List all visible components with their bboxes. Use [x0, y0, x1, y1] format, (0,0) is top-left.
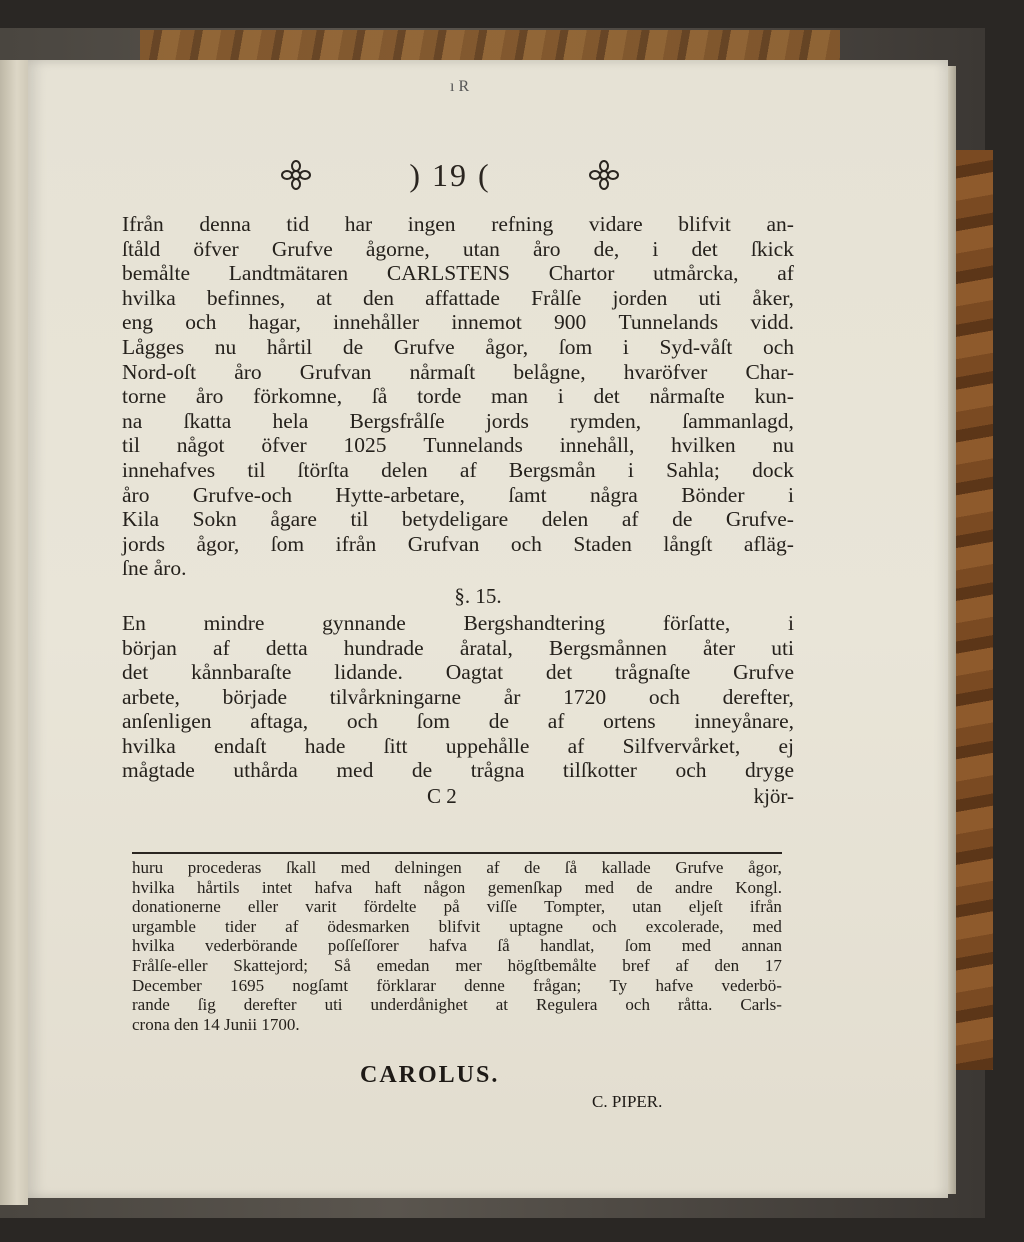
word: til [247, 457, 266, 482]
word: dryge [745, 758, 794, 783]
word: Carls- [740, 995, 782, 1015]
word: innehåller [333, 310, 420, 335]
text-line [122, 237, 794, 262]
word: de [672, 507, 693, 532]
word: denna [199, 212, 251, 236]
word: det [593, 384, 620, 409]
word: varit [305, 897, 337, 917]
word: ſkick [750, 236, 794, 261]
word: ej [778, 733, 794, 758]
word: nogſamt [292, 975, 349, 995]
word: lidande. [334, 660, 403, 685]
footnote-line [132, 878, 782, 898]
word: ödesmarken [327, 916, 410, 936]
word: och [675, 758, 707, 783]
word: hvilken [671, 433, 736, 458]
word: utan [632, 897, 662, 917]
footnote-rule [132, 852, 782, 854]
word: Grufve [393, 334, 455, 359]
catchword: kjör- [753, 784, 794, 809]
word: ingen [407, 212, 456, 236]
word: anſenligen [122, 709, 212, 734]
signature-carolus: CAROLUS. [360, 1062, 500, 1088]
word: Lågges [122, 334, 185, 359]
word: Regulera [536, 995, 598, 1015]
section-heading: §. 15. [454, 583, 502, 608]
word: torne [122, 384, 167, 409]
word: nu [772, 433, 794, 458]
word: na [122, 408, 143, 433]
footnote-line [132, 956, 782, 976]
word: eng [122, 310, 154, 335]
word: ſom [624, 936, 652, 956]
word: råtta. [677, 995, 713, 1015]
word: förſatte, [662, 610, 731, 635]
word: vidd. [750, 310, 794, 335]
word: donationerne [132, 897, 221, 917]
word: ågor, [196, 531, 240, 556]
word: Nord-oſt [122, 359, 197, 384]
word: de, [593, 236, 620, 261]
page-header [280, 153, 620, 197]
word: jords [485, 408, 529, 433]
word: mågtade [122, 758, 195, 783]
word: Kila [122, 507, 160, 532]
word: 1720 [563, 684, 607, 709]
word: Silfvervårket, [622, 733, 741, 758]
word: trågna [470, 758, 525, 783]
word: uti [324, 995, 343, 1015]
footnote-line [132, 936, 782, 956]
word: urgamble [132, 916, 196, 936]
word: innehåll, [559, 433, 635, 458]
footnote-line [132, 995, 782, 1015]
word: några [590, 482, 638, 507]
word: hårtils [196, 877, 240, 897]
word: ifrån [335, 531, 377, 556]
footnote-text [132, 858, 782, 1034]
word: gemenſkap [487, 877, 563, 897]
word: af [621, 507, 639, 532]
word: Skattejord; [233, 955, 308, 975]
text-line [122, 458, 794, 483]
signature-mark: C 2 [427, 784, 457, 809]
word: de [342, 334, 364, 359]
word: huru [132, 858, 164, 877]
word: ſom [558, 334, 593, 359]
word: arbete, [122, 684, 180, 709]
footnote-line [132, 976, 782, 996]
word: intet [261, 877, 293, 897]
word: åratal, [459, 635, 513, 660]
word: tider [224, 916, 257, 936]
word: hade [304, 733, 346, 758]
word: Grufvan [407, 531, 480, 556]
word: viſſe [486, 897, 518, 917]
word: annan [741, 936, 782, 956]
word: 900 [554, 310, 587, 335]
word: något [176, 433, 225, 458]
word: Bönder [681, 482, 745, 507]
word: til [122, 433, 140, 458]
word: ſå [497, 936, 510, 956]
word: excolerade, [645, 916, 724, 936]
word: Landtmätaren [228, 261, 349, 286]
word: Kongl. [735, 877, 782, 897]
text-line [122, 335, 794, 360]
word: trågnaſte [615, 660, 691, 685]
word: förklarar [376, 975, 436, 995]
word: ſtåld [122, 236, 161, 261]
signature-piper: C. PIPER. [592, 1092, 663, 1111]
word: hvilka [132, 877, 175, 897]
word: Grufve [675, 858, 724, 877]
word: ſig [197, 995, 216, 1015]
word: tilvårkningarne [329, 684, 462, 709]
word: 1695 [230, 975, 265, 995]
word: nårmaſt [409, 359, 476, 384]
word: och [762, 334, 794, 359]
word: kånnbaraſte [191, 660, 292, 685]
word: gynnande [322, 610, 406, 635]
text-line [122, 433, 794, 458]
word: och [648, 684, 680, 709]
word: har [344, 212, 373, 236]
word: Chartor [548, 261, 615, 286]
word: utmårcka, [653, 261, 739, 286]
word: ſom [416, 709, 451, 734]
word: hvilka [122, 285, 176, 310]
word: med [340, 858, 371, 877]
word: uptagne [509, 916, 564, 936]
word: ſtörſta [297, 457, 349, 482]
word: kun- [754, 384, 794, 409]
word: med [584, 877, 615, 897]
word: början [122, 635, 177, 660]
word: utan [462, 236, 500, 261]
word: och [346, 709, 378, 734]
word: hårtil [266, 334, 313, 359]
word: af [285, 916, 299, 936]
word: i [787, 482, 794, 507]
text-line [122, 360, 794, 385]
word: man [491, 384, 529, 409]
word: ifrån [749, 897, 782, 917]
text-line [122, 212, 794, 237]
text-line: ſne åro. [122, 556, 187, 581]
word: hafva [429, 936, 467, 956]
word: rymden, [570, 408, 642, 433]
word: i [652, 236, 659, 261]
word: åter [702, 635, 736, 660]
word: jords [122, 531, 165, 556]
word: bref [622, 955, 650, 975]
word: ſitt [383, 733, 408, 758]
pencil-mark: ı R [450, 78, 470, 95]
word: de [636, 877, 653, 897]
word: ågorne, [365, 236, 430, 261]
word: af [777, 261, 794, 286]
word: Grufvan [299, 359, 372, 384]
word: mindre [203, 610, 265, 635]
word: Sokn [192, 507, 237, 532]
word: hvaröfver [623, 359, 708, 384]
word: vederbö- [721, 975, 782, 995]
word: eller [247, 897, 279, 917]
word: Bergsmån [508, 457, 596, 482]
word: Ty [609, 975, 628, 995]
word: 1025 [343, 433, 387, 458]
body-text [122, 212, 794, 809]
word: förkomne, [253, 384, 343, 409]
word: aftaga, [250, 709, 309, 734]
word: i [788, 610, 794, 635]
word: hafve [655, 975, 694, 995]
word: poſſeſſorer [327, 936, 399, 956]
word: Staden [573, 531, 632, 556]
word: ſamt [508, 482, 547, 507]
word: ågare [270, 507, 317, 532]
word: det [122, 660, 149, 685]
word: den [714, 955, 740, 975]
word: dock [752, 457, 794, 482]
footnote-line [132, 858, 782, 878]
word: befinnes, [206, 285, 286, 310]
word: haft [374, 877, 402, 897]
word: an- [766, 212, 794, 236]
word: Tunnelands [618, 310, 719, 335]
word: på [443, 897, 460, 917]
text-line [122, 384, 794, 409]
word: Grufve [733, 660, 794, 685]
word: December [132, 975, 202, 995]
word: delen [381, 457, 428, 482]
word: affattade [425, 285, 500, 310]
word: öfver [261, 433, 307, 458]
word: högſtbemålte [507, 955, 597, 975]
word: af [567, 733, 585, 758]
word: Bergsmånnen [549, 635, 667, 660]
word: CARLSTENS [386, 261, 510, 286]
word: åker, [752, 285, 794, 310]
word: ſom [270, 531, 305, 556]
word: mer [455, 955, 482, 975]
word: af [459, 457, 477, 482]
word: med [752, 916, 782, 936]
word: refning [491, 212, 554, 236]
text-line [122, 409, 794, 434]
word: detta [265, 635, 308, 660]
word: En [122, 610, 146, 635]
word: innemot [451, 310, 522, 335]
word: andre [674, 877, 713, 897]
word: de [411, 758, 433, 783]
word: Frålſe [531, 285, 582, 310]
word: hvilka [122, 733, 176, 758]
word: ågor, [485, 334, 529, 359]
word: hafva [314, 877, 353, 897]
word: och [592, 916, 617, 936]
word: det [545, 660, 573, 685]
word: ågor, [748, 858, 782, 877]
word: i [557, 384, 564, 409]
word: Bergshandtering [463, 610, 606, 635]
word: rande [132, 995, 170, 1015]
word: började [222, 684, 288, 709]
text-line [122, 758, 794, 783]
word: tid [286, 212, 310, 236]
word: Grufve [271, 236, 333, 261]
text-line [122, 310, 794, 335]
word: den [362, 285, 395, 310]
word: blifvit [438, 916, 481, 936]
word: Så [333, 955, 351, 975]
word: åro [122, 482, 150, 507]
word: ſkall [285, 858, 317, 877]
word: och [185, 310, 217, 335]
word: jorden [612, 285, 668, 310]
word: innehafves [122, 457, 216, 482]
word: Char- [745, 359, 794, 384]
word: det [691, 236, 718, 261]
word: handlat, [540, 936, 595, 956]
word: Ifrån [122, 212, 164, 236]
footnote-line [132, 917, 782, 937]
word: ortens [603, 709, 656, 734]
word: de [524, 858, 541, 877]
word: af [486, 858, 500, 877]
word: torde [417, 384, 462, 409]
word: 17 [764, 955, 782, 975]
word: Sahla; [666, 457, 720, 482]
word: med [336, 758, 374, 783]
word: kallade [601, 858, 651, 877]
text-line [122, 611, 794, 636]
text-line [122, 261, 794, 286]
word: år [503, 684, 521, 709]
word: nu [214, 334, 237, 359]
word: åro [533, 236, 561, 261]
word: öfver [193, 236, 239, 261]
word: at [495, 995, 509, 1015]
word: Syd-våſt [659, 334, 733, 359]
flower-ornament-icon [588, 159, 620, 191]
word: de [488, 709, 509, 734]
word: hela [272, 408, 309, 433]
word: långſt [663, 531, 713, 556]
word: inneyånare, [694, 709, 794, 734]
word: denne [464, 975, 505, 995]
word: at [316, 285, 332, 310]
text-line [122, 660, 794, 685]
word: af [213, 635, 230, 660]
text-line [122, 709, 794, 734]
word: ſå [564, 858, 578, 877]
word: af [675, 955, 689, 975]
word: uti [771, 635, 794, 660]
word: i [622, 334, 629, 359]
text-line [122, 685, 794, 710]
word: underdånighet [370, 995, 468, 1015]
word: åro [195, 384, 224, 409]
word: derefter, [722, 684, 794, 709]
word: ſkatta [183, 408, 232, 433]
word: hundrade [343, 635, 424, 660]
text-line [122, 734, 794, 759]
word: delningen [394, 858, 462, 877]
word: någon [423, 877, 466, 897]
word: och [510, 531, 542, 556]
word: delen [541, 507, 589, 532]
word: Tompter, [544, 897, 606, 917]
word: Grufve-och [192, 482, 292, 507]
word: ſammanlagd, [682, 408, 794, 433]
word: af [547, 709, 565, 734]
word: uthårda [233, 758, 298, 783]
word: endaſt [214, 733, 267, 758]
word: nårmaſte [649, 384, 725, 409]
word: blifvit [678, 212, 731, 236]
word: belågne, [513, 359, 586, 384]
flower-ornament-icon [280, 159, 312, 191]
word: Oagtat [445, 660, 504, 685]
word: Bergsfrålſe [349, 408, 445, 433]
word: derefter [243, 995, 297, 1015]
word: bemålte [122, 261, 191, 286]
word: hagar, [248, 310, 301, 335]
word: i [627, 457, 634, 482]
page-number: ) 19 ( [409, 156, 491, 193]
word: med [681, 936, 711, 956]
word: uppehålle [445, 733, 530, 758]
word: uti [698, 285, 722, 310]
word: procederas [187, 858, 262, 877]
text-line [122, 483, 794, 508]
word: vederbörande [204, 936, 298, 956]
word: och [625, 995, 650, 1015]
word: Frålſe-eller [132, 955, 208, 975]
text-line [122, 636, 794, 661]
word: Grufve- [725, 507, 794, 532]
left-page-edge [0, 60, 28, 1205]
word: hvilka [132, 936, 175, 956]
word: fördelte [363, 897, 417, 917]
word: Hytte-arbetare, [335, 482, 465, 507]
word: afläg- [743, 531, 794, 556]
right-page-edge [948, 66, 956, 1194]
word: til [350, 507, 369, 532]
word: emedan [376, 955, 430, 975]
word: frågan; [533, 975, 582, 995]
text-line [122, 532, 794, 557]
word: tilſkotter [562, 758, 637, 783]
footnote-line: crona den 14 Junii 1700. [132, 1014, 300, 1034]
word: Tunnelands [423, 433, 523, 458]
page-footer [122, 783, 794, 809]
word: ſå [371, 384, 388, 409]
footnote-line [132, 897, 782, 917]
text-line [122, 507, 794, 532]
word: betydeligare [401, 507, 509, 532]
word: åro [234, 359, 262, 384]
word: eljeſt [688, 897, 723, 917]
text-line [122, 286, 794, 311]
word: vidare [588, 212, 643, 236]
